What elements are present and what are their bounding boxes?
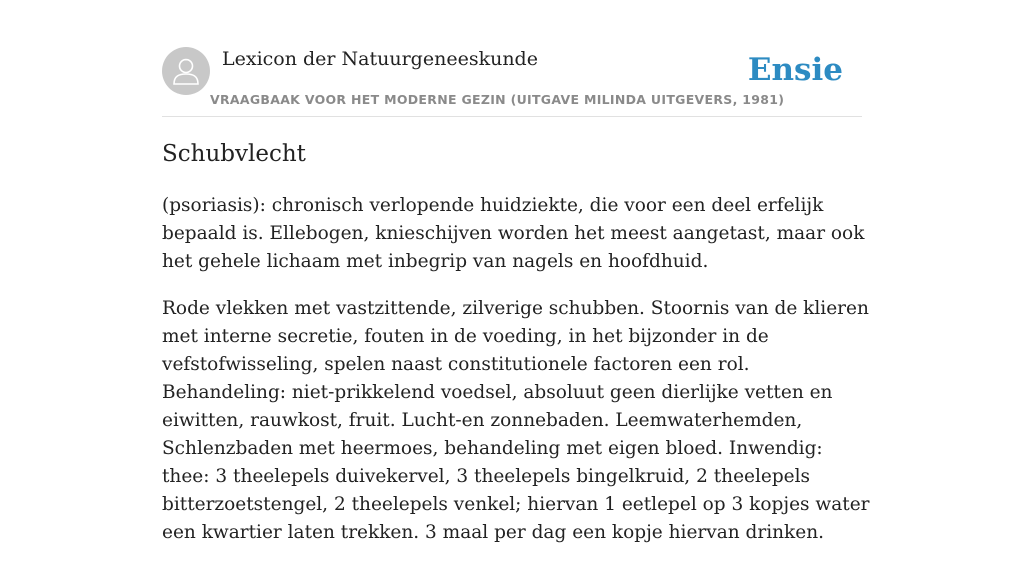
article-title: Schubvlecht xyxy=(162,141,306,167)
source-title[interactable]: Lexicon der Natuurgeneeskunde xyxy=(222,48,538,70)
brand-logo[interactable]: Ensie xyxy=(747,52,843,88)
article-body xyxy=(162,192,872,566)
avatar[interactable] xyxy=(162,47,210,95)
source-header xyxy=(162,46,862,117)
article-paragraph: Rode vlekken met vastzittende, zilverige schubben. Stoornis van de klieren met interne secretie, fouten in de voeding, in het bijzonder in de vefstofwisseling, spelen naast constitutionele factoren een rol. Behandeling: niet-prikkelend voedsel, absoluut geen dierlijke vetten en eiwitten, rauwkost, fruit. Lucht-en zonnebaden. Leemwaterhemden, Schlenzbaden met heermoes, behandeling met eigen bloed. Inwendig: thee: 3 theelepels duivekervel, 3 theelepels bingelkruid, 2 theelepels bitterzoetstengel, 2 theelepels venkel; hiervan 1 eetlepel op 3 kopjes water een kwartier laten trekken. 3 maal per dag een kopje hiervan drinken. xyxy=(162,298,870,543)
source-subtitle: VRAAGBAAK VOOR HET MODERNE GEZIN (UITGAVE MILINDA UITGEVERS, 1981) xyxy=(210,92,785,107)
article-paragraph: (psoriasis): chronisch verlopende huidziekte, die voor een deel erfelijk bepaald is. Ellebogen, knieschijven worden het meest aangetast, maar ook het gehele lichaam met inbegrip van nagels en hoofdhuid. xyxy=(162,195,865,272)
user-silhouette-icon xyxy=(162,47,210,95)
